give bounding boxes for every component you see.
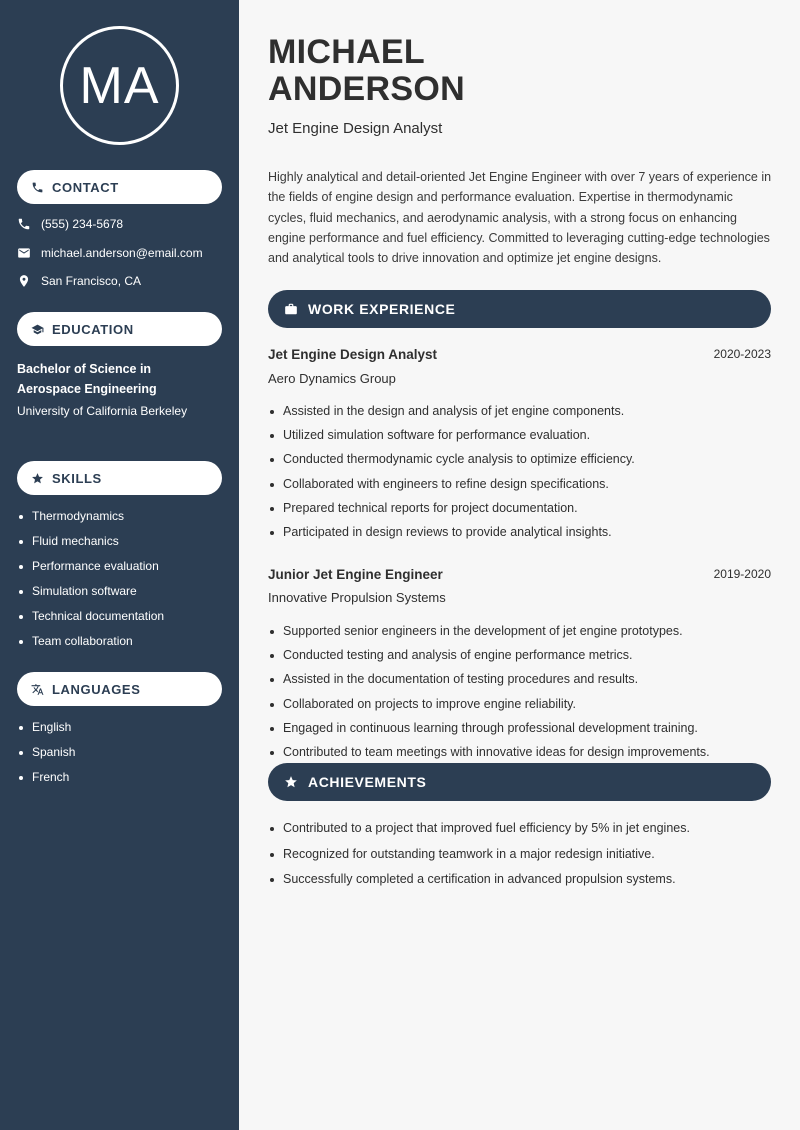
education-heading-label: EDUCATION	[52, 321, 134, 337]
contact-phone	[17, 217, 123, 231]
phone-icon	[17, 217, 31, 231]
job-bullet: Collaborated with engineers to refine design specifications.	[268, 476, 773, 500]
job-bullets	[268, 403, 773, 548]
education-degree: Bachelor of Science in Aerospace Engineering	[17, 362, 157, 396]
job-bullet: Supported senior engineers in the development of jet engine prototypes.	[268, 623, 773, 647]
last-name: ANDERSON	[268, 70, 465, 108]
contact-phone-text: (555) 234-5678	[41, 217, 124, 231]
languages-list	[17, 719, 75, 794]
job-title: Junior Jet Engine Engineer	[268, 567, 443, 582]
language-item: Spanish	[17, 744, 75, 769]
sidebar	[0, 0, 239, 1130]
job-bullet: Assisted in the documentation of testing procedures and results.	[268, 671, 773, 695]
skill-item: Performance evaluation	[17, 558, 164, 583]
achievement-item: Successfully completed a certification in advanced propulsion systems.	[268, 871, 773, 897]
job-bullet: Participated in design reviews to provide analytical insights.	[268, 524, 773, 548]
contact-email	[17, 246, 203, 260]
job-dates: 2019-2020	[713, 567, 771, 581]
skills-heading	[17, 461, 222, 495]
job-bullet: Conducted testing and analysis of engine performance metrics.	[268, 647, 773, 671]
job-bullet: Utilized simulation software for performance evaluation.	[268, 427, 773, 451]
language-item: English	[17, 719, 75, 744]
contact-heading-label: CONTACT	[52, 179, 119, 195]
job-bullet: Engaged in continuous learning through professional development training.	[268, 720, 773, 744]
profile-summary: Highly analytical and detail-oriented Jet Engine Engineer with over 7 years of experience in the fields of engine design and performance evaluation. Expertise in thermodynamic cycles, fluid mechanics, and aerodynamic analysis, with a strong focus on enhancing engine performance and fuel efficiency. Committed to leveraging cutting-edge technologies and analytical tools to drive innovation and optimize jet engine designs.	[268, 170, 772, 266]
avatar-initials: MA	[60, 26, 179, 145]
job-bullets	[268, 623, 773, 768]
job-company: Aero Dynamics Group	[268, 371, 396, 386]
job-bullet: Conducted thermodynamic cycle analysis to optimize efficiency.	[268, 451, 773, 475]
job-title: Jet Engine Design Analyst	[268, 347, 438, 362]
achievements-heading	[268, 763, 771, 801]
skill-item: Fluid mechanics	[17, 533, 164, 558]
star-icon	[31, 472, 44, 485]
briefcase-icon	[284, 302, 298, 316]
translate-icon	[31, 683, 44, 696]
mail-icon	[17, 246, 31, 260]
candidate-name	[268, 34, 465, 108]
skill-item: Thermodynamics	[17, 508, 164, 533]
job-company: Innovative Propulsion Systems	[268, 590, 446, 605]
achievements-heading-label: ACHIEVEMENTS	[308, 774, 427, 790]
job-dates: 2020-2023	[713, 347, 771, 361]
first-name: MICHAEL	[268, 33, 425, 71]
work-experience-heading	[268, 290, 771, 328]
contact-location-text: San Francisco, CA	[41, 274, 142, 288]
skill-item: Simulation software	[17, 583, 164, 608]
skill-item: Technical documentation	[17, 608, 164, 633]
skills-heading-label: SKILLS	[52, 470, 102, 486]
job-bullet: Assisted in the design and analysis of jet engine components.	[268, 403, 773, 427]
language-item: French	[17, 769, 75, 794]
skills-list	[17, 508, 164, 658]
star-icon	[284, 775, 298, 789]
job-bullet: Contributed to team meetings with innovative ideas for design improvements.	[268, 744, 773, 768]
education-heading	[17, 312, 222, 346]
contact-location	[17, 274, 141, 288]
contact-email-text: michael.anderson@email.com	[41, 246, 203, 260]
job-bullet: Collaborated on projects to improve engine reliability.	[268, 696, 773, 720]
job-headline: Jet Engine Design Analyst	[268, 120, 443, 137]
education-school: University of California Berkeley	[17, 404, 188, 418]
achievement-item: Contributed to a project that improved fuel efficiency by 5% in jet engines.	[268, 820, 773, 846]
languages-heading-label: LANGUAGES	[52, 681, 141, 697]
graduation-cap-icon	[31, 323, 44, 336]
achievements-list	[268, 820, 773, 897]
achievement-item: Recognized for outstanding teamwork in a major redesign initiative.	[268, 846, 773, 872]
location-pin-icon	[17, 274, 31, 288]
contact-heading	[17, 170, 222, 204]
phone-icon	[31, 181, 44, 194]
work-experience-heading-label: WORK EXPERIENCE	[308, 301, 456, 317]
skill-item: Team collaboration	[17, 633, 164, 658]
job-bullet: Prepared technical reports for project documentation.	[268, 500, 773, 524]
languages-heading	[17, 672, 222, 706]
